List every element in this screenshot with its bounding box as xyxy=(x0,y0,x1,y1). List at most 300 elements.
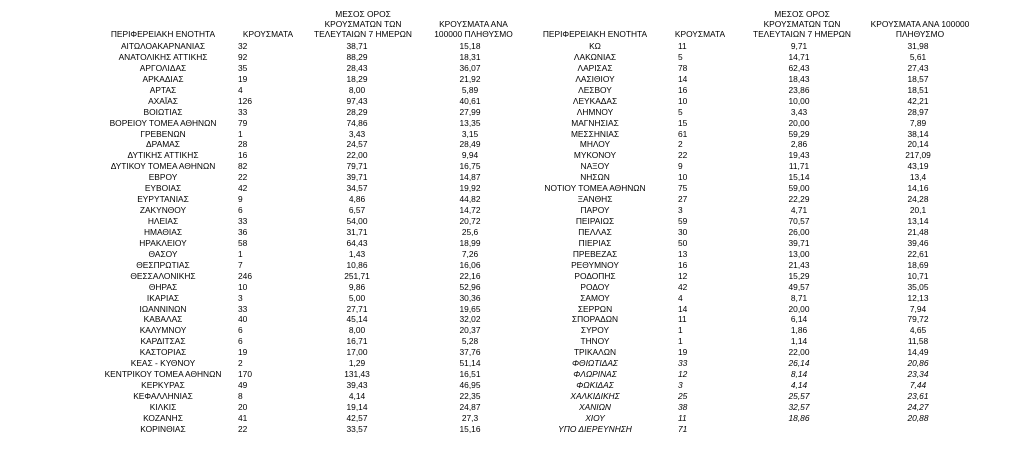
table-row xyxy=(530,118,980,129)
table-row xyxy=(530,325,980,336)
cell-cases: 6 xyxy=(238,205,243,216)
cell-avg-7d: 22,00 xyxy=(346,150,368,161)
cell-cases: 10 xyxy=(678,172,688,183)
cell-per-100k: 14,16 xyxy=(907,183,929,194)
cell-avg-7d: 20,00 xyxy=(788,303,810,314)
cell-cases: 16 xyxy=(678,259,688,270)
table-row xyxy=(88,391,528,402)
cell-avg-7d: 1,29 xyxy=(348,358,366,369)
cell-cases: 246 xyxy=(238,270,252,281)
cell-cases: 33 xyxy=(238,216,248,226)
cell-region: ΚΙΛΚΙΣ xyxy=(149,401,177,412)
cell-region: ΑΡΓΟΛΙΔΑΣ xyxy=(139,62,187,73)
cell-avg-7d: 4,14 xyxy=(348,391,366,401)
cell-per-100k: 18,31 xyxy=(459,51,481,62)
cell-cases: 35 xyxy=(238,62,248,73)
cell-per-100k: 28,97 xyxy=(907,106,929,117)
cell-region: ΒΟΙΩΤΙΑΣ xyxy=(143,106,183,117)
table-row xyxy=(530,413,980,424)
cell-cases: 11 xyxy=(678,41,687,51)
cell-region: ΠΕΛΛΑΣ xyxy=(578,226,612,237)
cell-cases: 33 xyxy=(678,358,688,369)
cell-avg-7d: 39,71 xyxy=(788,237,810,248)
cell-per-100k: 52,96 xyxy=(459,281,481,292)
cell-cases: 49 xyxy=(238,380,248,391)
cell-cases: 36 xyxy=(238,226,248,237)
cell-avg-7d: 11,71 xyxy=(788,161,810,172)
cell-region: ΕΥΡΥΤΑΝΙΑΣ xyxy=(137,194,189,205)
table-row xyxy=(88,96,528,107)
cell-cases: 11 xyxy=(678,412,687,423)
cell-region: ΑΝΑΤΟΛΙΚΗΣ ΑΤΤΙΚΗΣ xyxy=(118,51,208,62)
cell-region: ΚΩ xyxy=(589,41,601,51)
cell-avg-7d: 4,86 xyxy=(348,194,366,205)
cell-avg-7d: 28,29 xyxy=(346,106,368,117)
cell-region: ΧΑΝΙΩΝ xyxy=(579,401,611,412)
table-row xyxy=(88,150,528,161)
cell-cases: 22 xyxy=(678,150,688,161)
cell-region: ΗΡΑΚΛΕΙΟΥ xyxy=(139,237,187,248)
table-row xyxy=(88,402,528,413)
header-per-100k: ΚΡΟΥΣΜΑΤΑ ΑΝΑ 100000 ΠΛΗΘΥΣΜΟ xyxy=(870,19,970,39)
cell-cases: 15 xyxy=(678,117,688,128)
table-row xyxy=(88,304,528,315)
cell-per-100k: 20,14 xyxy=(907,139,929,150)
cell-cases: 14 xyxy=(678,303,688,314)
cell-cases: 9 xyxy=(238,194,243,205)
cell-cases: 82 xyxy=(238,161,248,172)
cell-region: ΙΚΑΡΙΑΣ xyxy=(146,292,180,303)
cell-per-100k: 4,65 xyxy=(909,325,927,336)
cell-cases: 41 xyxy=(238,412,248,423)
cell-cases: 27 xyxy=(678,194,688,205)
cell-region: ΝΑΞΟΥ xyxy=(580,161,610,172)
table-row xyxy=(530,139,980,150)
cell-avg-7d: 28,43 xyxy=(346,62,368,73)
cell-region: ΘΗΡΑΣ xyxy=(148,281,178,292)
cell-region: ΜΑΓΝΗΣΙΑΣ xyxy=(571,117,619,128)
cell-region: ΝΟΤΙΟΥ ΤΟΜΕΑ ΑΘΗΝΩΝ xyxy=(544,183,646,194)
header-avg-7d: ΜΕΣΟΣ ΟΡΟΣ ΚΡΟΥΣΜΑΤΩΝ ΤΩΝ ΤΕΛΕΥΤΑΙΩΝ 7 ΗΜΕΡΩΝ xyxy=(313,9,412,39)
cell-region: ΔΡΑΜΑΣ xyxy=(146,139,180,150)
cell-cases: 33 xyxy=(238,106,248,117)
cell-region: ΠΕΙΡΑΙΩΣ xyxy=(575,216,615,226)
cell-per-100k: 5,28 xyxy=(461,336,479,347)
cell-avg-7d: 22,29 xyxy=(788,194,810,205)
table-row xyxy=(88,413,528,424)
cell-cases: 12 xyxy=(678,270,688,281)
table-row xyxy=(88,118,528,129)
cell-avg-7d: 79,71 xyxy=(346,161,368,172)
cell-region: ΣΥΡΟΥ xyxy=(580,325,610,336)
cell-per-100k: 37,76 xyxy=(459,347,481,358)
cell-cases: 5 xyxy=(678,106,683,117)
cell-avg-7d: 31,71 xyxy=(346,226,368,237)
right-table xyxy=(530,0,980,435)
cell-avg-7d: 26,00 xyxy=(788,226,810,237)
table-row xyxy=(88,227,528,238)
cell-region: ΤΡΙΚΑΛΩΝ xyxy=(573,347,617,358)
table-row xyxy=(88,347,528,358)
table-row xyxy=(530,227,980,238)
cell-region: ΠΡΕΒΕΖΑΣ xyxy=(572,248,618,259)
cell-cases: 2 xyxy=(678,139,683,150)
cell-per-100k: 9,94 xyxy=(461,150,479,161)
table-row xyxy=(88,271,528,282)
cell-per-100k: 20,88 xyxy=(907,412,929,423)
cell-avg-7d: 20,00 xyxy=(788,117,810,128)
cell-per-100k: 43,19 xyxy=(907,161,929,172)
table-row xyxy=(530,216,980,227)
cell-cases: 2 xyxy=(238,358,243,369)
cell-avg-7d: 88,29 xyxy=(346,51,368,62)
cell-region: ΗΛΕΙΑΣ xyxy=(147,216,179,226)
table-row xyxy=(530,249,980,260)
table-row xyxy=(530,293,980,304)
table-row xyxy=(88,194,528,205)
cell-avg-7d: 8,00 xyxy=(348,325,366,336)
cell-avg-7d: 4,14 xyxy=(790,380,808,391)
cell-region: ΑΡΤΑΣ xyxy=(149,84,177,95)
cell-avg-7d: 49,57 xyxy=(788,281,810,292)
cell-avg-7d: 21,43 xyxy=(788,259,810,270)
cell-avg-7d: 62,43 xyxy=(788,62,810,73)
cell-avg-7d: 18,43 xyxy=(788,73,810,84)
cell-per-100k: 22,35 xyxy=(459,391,481,401)
table-row xyxy=(530,194,980,205)
cell-cases: 13 xyxy=(678,248,688,259)
table-row xyxy=(88,260,528,271)
table-row xyxy=(530,271,980,282)
cell-region: ΞΑΝΘΗΣ xyxy=(577,194,613,205)
cell-avg-7d: 131,43 xyxy=(344,369,370,380)
cell-region: ΗΜΑΘΙΑΣ xyxy=(143,226,183,237)
cell-per-100k: 22,61 xyxy=(907,248,929,259)
cell-cases: 12 xyxy=(678,369,688,380)
cell-region: ΣΠΟΡΑΔΩΝ xyxy=(571,314,619,325)
table-row xyxy=(88,293,528,304)
table-row xyxy=(530,52,980,63)
cell-avg-7d: 32,57 xyxy=(788,401,810,412)
cell-avg-7d: 64,43 xyxy=(346,237,368,248)
cell-region: ΜΗΛΟΥ xyxy=(579,139,611,150)
table-row xyxy=(530,314,980,325)
cell-region: ΦΘΙΩΤΙΔΑΣ xyxy=(572,358,618,369)
table-row xyxy=(88,314,528,325)
cell-region: ΚΟΡΙΝΘΙΑΣ xyxy=(140,423,186,434)
cell-avg-7d: 4,71 xyxy=(790,205,808,216)
cell-region: ΕΒΡΟΥ xyxy=(148,172,178,183)
cell-region: ΛΕΣΒΟΥ xyxy=(578,84,612,95)
cell-per-100k: 16,75 xyxy=(459,161,481,172)
cell-avg-7d: 15,14 xyxy=(788,172,810,183)
cell-per-100k: 20,37 xyxy=(459,325,481,336)
cell-region: ΚΕΝΤΡΙΚΟΥ ΤΟΜΕΑ ΑΘΗΝΩΝ xyxy=(104,369,222,380)
cell-per-100k: 5,61 xyxy=(909,51,927,62)
cell-cases: 38 xyxy=(678,401,688,412)
cell-avg-7d: 74,86 xyxy=(346,117,368,128)
cell-region: ΒΟΡΕΙΟΥ ΤΟΜΕΑ ΑΘΗΝΩΝ xyxy=(109,117,217,128)
cell-per-100k: 7,26 xyxy=(461,248,479,259)
table-row xyxy=(530,96,980,107)
cell-avg-7d: 8,71 xyxy=(790,292,808,303)
cell-per-100k: 25,6 xyxy=(461,226,479,237)
cell-cases: 3 xyxy=(678,380,683,391)
cell-avg-7d: 59,00 xyxy=(788,183,810,194)
cell-avg-7d: 38,71 xyxy=(346,41,368,51)
cell-avg-7d: 14,71 xyxy=(788,51,810,62)
header-cases: ΚΡΟΥΣΜΑΤΑ xyxy=(242,29,294,39)
table-row xyxy=(530,107,980,118)
cell-per-100k: 46,95 xyxy=(459,380,481,391)
cell-cases: 1 xyxy=(678,325,683,336)
cell-per-100k: 24,27 xyxy=(907,401,929,412)
cell-region: ΛΑΚΩΝΙΑΣ xyxy=(573,51,617,62)
cell-per-100k: 18,99 xyxy=(459,237,481,248)
cell-cases: 28 xyxy=(238,139,248,150)
cell-cases: 10 xyxy=(678,95,688,106)
cell-avg-7d: 6,57 xyxy=(348,205,366,216)
cell-region: ΝΗΣΩΝ xyxy=(580,172,610,183)
table-row xyxy=(530,282,980,293)
cell-region: ΚΑΣΤΟΡΙΑΣ xyxy=(139,347,187,358)
cell-avg-7d: 5,00 xyxy=(348,292,366,303)
cell-cases: 1 xyxy=(238,248,243,259)
cell-per-100k: 15,18 xyxy=(459,41,481,51)
cell-region: ΚΕΦΑΛΛΗΝΙΑΣ xyxy=(133,391,193,401)
cell-cases: 3 xyxy=(238,292,243,303)
table-row xyxy=(530,260,980,271)
header-per-100k: ΚΡΟΥΣΜΑΤΑ ΑΝΑ 100000 ΠΛΗΘΥΣΜΟ xyxy=(434,19,513,39)
cell-avg-7d: 15,29 xyxy=(788,270,810,281)
cell-region: ΡΟΔΟΠΗΣ xyxy=(574,270,616,281)
cell-avg-7d: 19,43 xyxy=(788,150,810,161)
cell-per-100k: 18,69 xyxy=(907,259,929,270)
cell-per-100k: 30,36 xyxy=(459,292,481,303)
cell-region: ΘΕΣΠΡΩΤΙΑΣ xyxy=(136,259,190,270)
cell-per-100k: 13,35 xyxy=(459,117,481,128)
cell-cases: 71 xyxy=(678,423,688,434)
cell-per-100k: 16,51 xyxy=(459,369,481,380)
table-row xyxy=(88,85,528,96)
table-row xyxy=(88,380,528,391)
table-row xyxy=(530,336,980,347)
cell-region: ΛΑΡΙΣΑΣ xyxy=(577,62,613,73)
cell-cases: 19 xyxy=(678,347,688,358)
cell-cases: 1 xyxy=(678,336,683,347)
cell-cases: 4 xyxy=(238,84,243,95)
cell-per-100k: 14,49 xyxy=(907,347,929,358)
table-row xyxy=(530,41,980,52)
cell-cases: 79 xyxy=(238,117,248,128)
table-row xyxy=(88,161,528,172)
cell-per-100k: 27,3 xyxy=(461,412,479,423)
cell-avg-7d: 19,14 xyxy=(346,401,368,412)
cell-region: ΦΛΩΡΙΝΑΣ xyxy=(573,369,617,380)
cell-per-100k: 14,72 xyxy=(459,205,481,216)
cell-per-100k: 15,16 xyxy=(459,423,481,434)
cell-cases: 33 xyxy=(238,303,248,314)
cell-per-100k: 42,21 xyxy=(907,95,929,106)
cell-per-100k: 10,71 xyxy=(907,270,929,281)
cell-per-100k: 23,34 xyxy=(907,369,929,380)
cell-region: ΙΩΑΝΝΙΝΩΝ xyxy=(139,303,187,314)
cell-avg-7d: 6,14 xyxy=(790,314,808,325)
table-row xyxy=(88,216,528,227)
cell-per-100k: 39,46 xyxy=(907,237,929,248)
cell-region: ΜΕΣΣΗΝΙΑΣ xyxy=(570,128,620,139)
cell-per-100k: 27,43 xyxy=(907,62,929,73)
cell-per-100k: 217,09 xyxy=(905,150,931,161)
cell-cases: 22 xyxy=(238,172,248,183)
cell-avg-7d: 33,57 xyxy=(346,423,368,434)
cell-avg-7d: 10,86 xyxy=(346,259,368,270)
cell-cases: 16 xyxy=(238,150,248,161)
cell-cases: 92 xyxy=(238,51,248,62)
cell-per-100k: 20,1 xyxy=(909,205,927,216)
table-row xyxy=(530,172,980,183)
cell-cases: 4 xyxy=(678,292,683,303)
cell-avg-7d: 1,86 xyxy=(790,325,808,336)
cell-region: ΣΑΜΟΥ xyxy=(580,292,610,303)
header-region: ΠΕΡΙΦΕΡΕΙΑΚΗ ΕΝΟΤΗΤΑ xyxy=(542,29,648,39)
cell-region: ΜΥΚΟΝΟΥ xyxy=(573,150,617,161)
cell-cases: 16 xyxy=(678,84,688,95)
cell-region: ΛΗΜΝΟΥ xyxy=(576,106,614,117)
right-table-header xyxy=(530,0,980,41)
cell-cases: 25 xyxy=(678,391,688,401)
left-table-body xyxy=(88,41,528,435)
cell-avg-7d: 18,86 xyxy=(788,412,810,423)
table-row xyxy=(530,358,980,369)
cell-avg-7d: 18,29 xyxy=(346,73,368,84)
cell-avg-7d: 42,57 xyxy=(346,412,368,423)
cell-avg-7d: 17,00 xyxy=(346,347,368,358)
table-row xyxy=(88,424,528,435)
cell-region: ΚΟΖΑΝΗΣ xyxy=(143,412,183,423)
cell-cases: 6 xyxy=(238,336,243,347)
table-row xyxy=(530,238,980,249)
left-table-header xyxy=(88,0,528,41)
cell-avg-7d: 13,00 xyxy=(788,248,810,259)
table-row xyxy=(530,161,980,172)
cell-per-100k: 40,61 xyxy=(459,95,481,106)
cell-avg-7d: 34,57 xyxy=(346,183,368,194)
cell-cases: 10 xyxy=(238,281,248,292)
cell-region: ΑΡΚΑΔΙΑΣ xyxy=(142,73,184,84)
cell-cases: 58 xyxy=(238,237,248,248)
cell-cases: 19 xyxy=(238,347,248,358)
table-row xyxy=(530,205,980,216)
cell-per-100k: 19,65 xyxy=(459,303,481,314)
cell-avg-7d: 3,43 xyxy=(790,106,808,117)
header-cases: ΚΡΟΥΣΜΑΤΑ xyxy=(674,29,726,39)
cell-cases: 6 xyxy=(238,325,243,336)
cell-cases: 3 xyxy=(678,205,683,216)
table-row xyxy=(88,369,528,380)
cell-cases: 32 xyxy=(238,41,248,51)
cell-cases: 75 xyxy=(678,183,688,194)
table-row xyxy=(530,380,980,391)
table-row xyxy=(88,358,528,369)
cell-region: ΤΗΝΟΥ xyxy=(580,336,610,347)
cell-region: ΦΩΚΙΔΑΣ xyxy=(576,380,614,391)
cell-avg-7d: 54,00 xyxy=(346,216,368,226)
cell-region: ΑΙΤΩΛΟΑΚΑΡΝΑΝΙΑΣ xyxy=(120,41,206,51)
cell-avg-7d: 70,57 xyxy=(788,216,810,226)
table-row xyxy=(88,282,528,293)
cell-per-100k: 51,14 xyxy=(459,358,481,369)
cell-cases: 20 xyxy=(238,401,248,412)
cell-avg-7d: 3,43 xyxy=(348,128,366,139)
cell-per-100k: 19,92 xyxy=(459,183,481,194)
table-row xyxy=(88,74,528,85)
cell-region: ΧΑΛΚΙΔΙΚΗΣ xyxy=(570,391,620,401)
table-row xyxy=(88,238,528,249)
table-row xyxy=(530,391,980,402)
cell-avg-7d: 25,57 xyxy=(788,391,810,401)
cell-cases: 42 xyxy=(238,183,248,194)
cell-region: ΚΑΡΔΙΤΣΑΣ xyxy=(140,336,186,347)
cell-per-100k: 22,16 xyxy=(459,270,481,281)
cell-region: ΡΕΘΥΜΝΟΥ xyxy=(571,259,619,270)
cell-region: ΡΟΔΟΥ xyxy=(580,281,610,292)
header-avg-7d: ΜΕΣΟΣ ΟΡΟΣ ΚΡΟΥΣΜΑΤΩΝ ΤΩΝ ΤΕΛΕΥΤΑΙΩΝ 7 ΗΜΕΡΩΝ xyxy=(752,9,851,39)
cell-avg-7d: 1,14 xyxy=(790,336,808,347)
cell-per-100k: 44,82 xyxy=(459,194,481,205)
cell-region: ΓΡΕΒΕΝΩΝ xyxy=(140,128,186,139)
cell-avg-7d: 27,71 xyxy=(346,303,368,314)
table-row xyxy=(530,424,980,435)
cell-region: ΘΑΣΟΥ xyxy=(148,248,178,259)
cell-cases: 11 xyxy=(678,314,687,325)
cell-per-100k: 18,57 xyxy=(907,73,929,84)
cell-region: ΑΧΑΪΑΣ xyxy=(148,95,178,106)
cell-per-100k: 14,87 xyxy=(459,172,481,183)
cell-per-100k: 7,89 xyxy=(909,117,927,128)
cell-per-100k: 7,44 xyxy=(909,380,927,391)
cell-avg-7d: 16,71 xyxy=(346,336,368,347)
table-row xyxy=(88,129,528,140)
cell-per-100k: 36,07 xyxy=(459,62,481,73)
cell-cases: 42 xyxy=(678,281,688,292)
cell-per-100k: 21,48 xyxy=(907,226,929,237)
cell-avg-7d: 39,43 xyxy=(346,380,368,391)
cell-avg-7d: 10,00 xyxy=(788,95,810,106)
cell-cases: 40 xyxy=(238,314,248,325)
cell-per-100k: 31,98 xyxy=(907,41,929,51)
cell-cases: 9 xyxy=(678,161,683,172)
cell-region: ΛΕΥΚΑΔΑΣ xyxy=(572,95,618,106)
cell-per-100k: 7,94 xyxy=(909,303,927,314)
cell-per-100k: 38,14 xyxy=(907,128,929,139)
cell-avg-7d: 8,14 xyxy=(790,369,808,380)
cell-cases: 59 xyxy=(678,216,688,226)
cell-per-100k: 21,92 xyxy=(459,73,481,84)
cell-per-100k: 20,86 xyxy=(907,358,929,369)
cell-per-100k: 11,58 xyxy=(907,336,929,347)
cell-cases: 1 xyxy=(238,128,243,139)
cell-avg-7d: 23,86 xyxy=(788,84,810,95)
cell-avg-7d: 1,43 xyxy=(348,248,366,259)
cell-avg-7d: 24,57 xyxy=(346,139,368,150)
cell-region: ΔΥΤΙΚΟΥ ΤΟΜΕΑ ΑΘΗΝΩΝ xyxy=(110,161,216,172)
cell-per-100k: 27,99 xyxy=(459,106,481,117)
table-row xyxy=(530,74,980,85)
cell-region: ΚΑΛΥΜΝΟΥ xyxy=(139,325,187,336)
cell-avg-7d: 9,86 xyxy=(348,281,366,292)
cell-per-100k: 5,89 xyxy=(461,84,479,95)
